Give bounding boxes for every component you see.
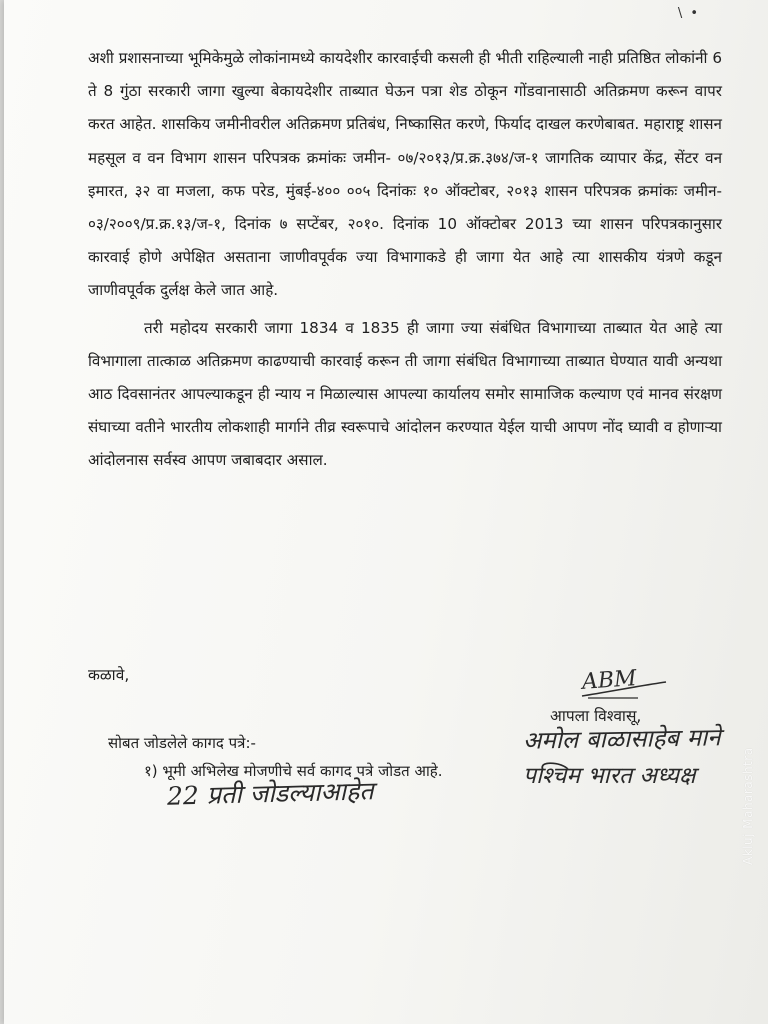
signatory-name: अमोल बाळासाहेब माने xyxy=(522,723,721,755)
signatory-title: पश्चिम भारत अध्यक्ष xyxy=(523,763,696,789)
signature-initials: ABM xyxy=(581,666,638,695)
yours-faithfully: आपला विश्वासू, xyxy=(550,707,642,725)
edge-mark: \ • xyxy=(677,6,700,21)
document-page xyxy=(4,0,768,1024)
paragraph-2: तरी महोदय सरकारी जागा 1834 व 1835 ही जागा ज्या संबंधित विभागाच्या ताब्यात येत आहे त्या विभागाला तात्काळ अतिक्रमण काढण्याची कारवाई करून ती जागा संबंधित विभागाच्या ताब्यात घेण्यात यावी अन्यथा आठ दिवसानंतर आपल्याकडून ही न्याय न मिळाल्यास आपल्या कार्यालय समोर सामाजिक कल्याण एवं मानव संरक्षण संघाच्या वतीने भारतीय लोकशाही मार्गाने तीव्र स्वरूपाचे आंदोलन करण्यात येईल याची आपण नोंद घ्यावी व होणाऱ्या आंदोलनास सर्वस्व आपण जबाबदार असाल. xyxy=(88,318,722,470)
paragraph-1: अशी प्रशासनाच्या भूमिकेमुळे लोकांनामध्ये कायदेशीर कारवाईची कसली ही भीती राहिल्याली नाही प्रतिष्ठित लोकांनी 6 ते 8 गुंठा सरकारी जागा खुल्या बेकायदेशीर ताब्यात घेऊन पत्रा शेड ठोकून गोंडवानासाठी अतिक्रमण करून वापर करत आहेत. शासकिय जमीनीवरील अतिक्रमण प्रतिबंध, निष्कासित करणे, फिर्याद दाखल करणेबाबत. महाराष्ट्र शासन महसूल व वन विभाग शासन परिपत्रक क्रमांकः जमीन- ०७/२०१३/प्र.क्र.३७४/ज-१ जागतिक व्यापार केंद्र, सेंटर वन इमारत, ३२ वा मजला, कफ परेड, मुंबई-४०० ००५ दिनांकः १० ऑक्टोबर, २०१३ शासन परिपत्रक क्रमांकः जमीन- ०३/२००९/प्र.क्र.१३/ज-१, दिनांक ७ सप्टेंबर, २०१०. दिनांक 10 ऑक्टोबर 2013 च्या शासन परिपत्रकानुसार कारवाई होणे अपेक्षित असताना जाणीवपूर्वक ज्या विभागाकडे ही जागा येत आहे त्या शासकीय यंत्रणे कडून जाणीवपूर्वक दुर्लक्ष केले जात आहे. xyxy=(88,49,722,300)
attachments-heading: सोबत जोडलेले कागद पत्रे:- xyxy=(108,734,256,752)
closing-text: कळावे, xyxy=(88,666,130,684)
watermark: Akluj Maharashtra xyxy=(741,747,755,865)
letter-body xyxy=(88,42,722,478)
handwritten-note: 22 प्रती जोडल्याआहेत xyxy=(166,776,374,811)
attachment-item-1: १) भूमी अभिलेख मोजणीचे सर्व कागद पत्रे जोडत आहे. xyxy=(144,762,443,780)
